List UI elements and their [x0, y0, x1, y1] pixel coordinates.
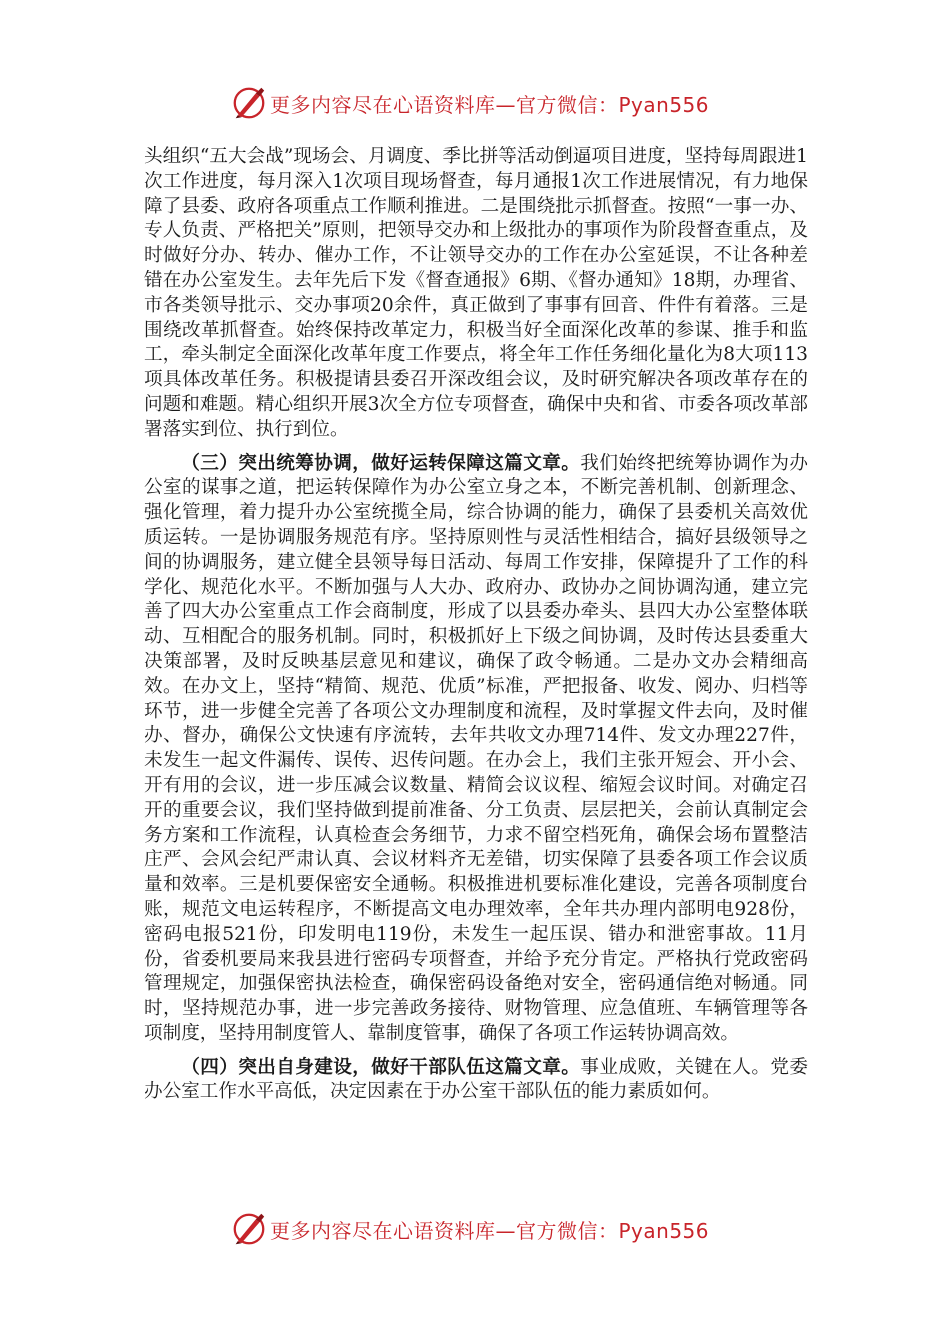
paragraph-1-body: 头组织“五大会战”现场会、月调度、季比拼等活动倒逼项目进度，坚持每周跟进1次工作进度，每月深入1次项目现场督查，每月通报1次工作进展情况，有力地保障了县委、政府各项重点工作顺利推进。二是围绕批示抓督查。按照“一事一办、专人负责、严格把关”原则，把领导交办和上级批办的事项作为阶段督查重点，及时做好分办、转办、催办工作，不让领导交办的工作在办公室延误，不让各种差错在办公室发生。去年先后下发《督查通报》6期、《督办通知》18期，办理省、市各类领导批示、交办事项20余件，真正做到了事事有回音、件件有着落。三是围绕改革抓督查。始终保持改革定力，积极当好全面深化改革的参谋、推手和监工，牵头制定全面深化改革年度工作要点，将全年工作任务细化量化为8大项113项具体改革任务。积极提请县委召开深改组会议，及时研究解决各项改革存在的问题和难题。精心组织开展3次全方位专项督查，确保中央和省、市委各项改革部署落实到位、执行到位。: [144, 146, 808, 440]
banner-text: 更多内容尽在心语资料库—官方微信：Pyan556: [270, 1218, 710, 1243]
footer-banner: [230, 1209, 750, 1249]
banner-text: 更多内容尽在心语资料库—官方微信：Pyan556: [270, 92, 710, 117]
paragraph-2: [144, 452, 808, 1047]
pen-logo-icon: [230, 84, 268, 122]
paragraph-3-body: 事业成败，关键在人。党委办公室工作水平高低，决定因素在于办公室干部队伍的能力素质如何。: [144, 1056, 808, 1103]
paragraph-3: [144, 1056, 808, 1106]
document-body: [144, 145, 808, 1105]
paragraph-3-heading: （四）突出自身建设，做好干部队伍这篇文章。: [181, 1056, 581, 1078]
paragraph-2-heading: （三）突出统筹协调，做好运转保障这篇文章。: [181, 452, 581, 474]
paragraph-1: [144, 145, 808, 443]
header-banner: [230, 83, 750, 123]
pen-logo-icon: [230, 1210, 268, 1248]
paragraph-2-body: 我们始终把统筹协调作为办公室的谋事之道，把运转保障作为办公室立身之本，不断完善机制、创新理念、强化管理，着力提升办公室统揽全局，综合协调的能力，确保了县委机关高效优质运转。一是协调服务规范有序。坚持原则性与灵活性相结合，搞好县级领导之间的协调服务，建立健全县领导每日活动、每周工作安排，保障提升了工作的科学化、规范化水平。不断加强与人大办、政府办、政协办之间协调沟通，建立完善了四大办公室重点工作会商制度，形成了以县委办牵头、县四大办公室整体联动、互相配合的服务机制。同时，积极抓好上下级之间协调，及时传达县委重大决策部署，及时反映基层意见和建议，确保了政令畅通。二是办文办会精细高效。在办文上，坚持“精简、规范、优质”标准，严把报备、收发、阅办、归档等环节，进一步健全完善了各项公文办理制度和流程，及时掌握文件去向，及时催办、督办，确保公文快速有序流转，去年共收文办理714件、发文办理227件，未发生一起文件漏传、误传、迟传问题。在办会上，我们主张开短会、开小会、开有用的会议，进一步压减会议数量、精简会议议程、缩短会议时间。对确定召开的重要会议，我们坚持做到提前准备、分工负责、层层把关，会前认真制定会务方案和工作流程，认真检查会务细节，力求不留空档死角，确保会场布置整洁庄严、会风会纪严肃认真、会议材料齐无差错，切实保障了县委各项工作会议质量和效率。三是机要保密安全通畅。积极推进机要标准化建设，完善各项制度台账，规范文电运转程序，不断提高文电办理效率，全年共办理内部明电928份，密码电报521份，印发明电119份，未发生一起压误、错办和泄密事故。11月份，省委机要局来我县进行密码专项督查，并给予充分肯定。严格执行党政密码管理规定，加强保密执法检查，确保密码设备绝对安全，密码通信绝对畅通。同时，坚持规范办事，进一步完善政务接待、财物管理、应急值班、车辆管理等各项制度，坚持用制度管人、靠制度管事，确保了各项工作运转协调高效。: [144, 452, 808, 1044]
